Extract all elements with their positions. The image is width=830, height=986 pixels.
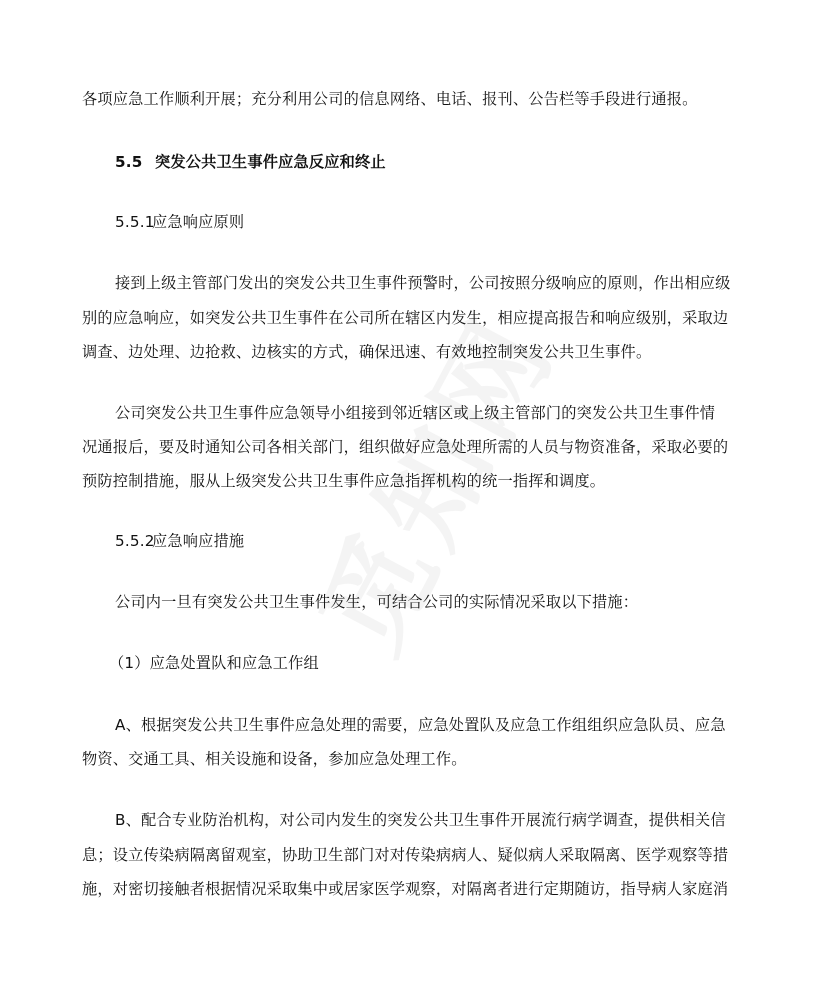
paragraph-line: 别的应急响应，如突发公共卫生事件在公司所在辖区内发生，相应提高报告和响应级别，采取边 xyxy=(82,309,729,327)
subsection-heading-5-5-2 xyxy=(115,531,244,551)
section-heading-5-5 xyxy=(115,152,386,172)
section-number: 5.5 xyxy=(115,153,143,171)
paragraph-line: 公司内一旦有突发公共卫生事件发生，可结合公司的实际情况采取以下措施： xyxy=(115,593,639,611)
paragraph-line: 物资、交通工具、相关设施和设备，参加应急处理工作。 xyxy=(82,750,467,768)
paragraph-line: A、根据突发公共卫生事件应急处理的需要，应急处置队及应急工作组组织应急队员、应急 xyxy=(115,716,726,734)
subsection-title: 应急响应原则 xyxy=(152,213,245,231)
section-title: 突发公共卫生事件应急反应和终止 xyxy=(155,153,386,171)
subsection-number: 5.5.2 xyxy=(115,532,155,550)
paragraph-line: 调查、边处理、边抢救、边核实的方式，确保迅速、有效地控制突发公共卫生事件。 xyxy=(82,343,652,361)
paragraph-line: 接到上级主管部门发出的突发公共卫生事件预警时，公司按照分级响应的原则，作出相应级 xyxy=(115,274,731,292)
list-heading: （1）应急处置队和应急工作组 xyxy=(109,654,319,672)
paragraph-line: B、配合专业防治机构，对公司内发生的突发公共卫生事件开展流行病学调查，提供相关信 xyxy=(115,811,726,829)
paragraph-line: 公司突发公共卫生事件应急领导小组接到邻近辖区或上级主管部门的突发公共卫生事件情 xyxy=(115,404,716,422)
subsection-number: 5.5.1 xyxy=(115,213,155,231)
subsection-title: 应急响应措施 xyxy=(152,532,245,550)
paragraph-line: 各项应急工作顺利开展；充分利用公司的信息网络、电话、报刊、公告栏等手段进行通报。 xyxy=(82,90,698,108)
paragraph-line: 况通报后，要及时通知公司各相关部门，组织做好应急处理所需的人员与物资准备，采取必要的 xyxy=(82,438,729,456)
paragraph-line: 施，对密切接触者根据情况采取集中或居家医学观察，对隔离者进行定期随访，指导病人家庭消 xyxy=(82,880,729,898)
paragraph-line: 预防控制措施，服从上级突发公共卫生事件应急指挥机构的统一指挥和调度。 xyxy=(82,472,606,490)
subsection-heading-5-5-1 xyxy=(115,212,244,232)
paragraph-line: 息；设立传染病隔离留观室，协助卫生部门对对传染病病人、疑似病人采取隔离、医学观察等措 xyxy=(82,846,729,864)
